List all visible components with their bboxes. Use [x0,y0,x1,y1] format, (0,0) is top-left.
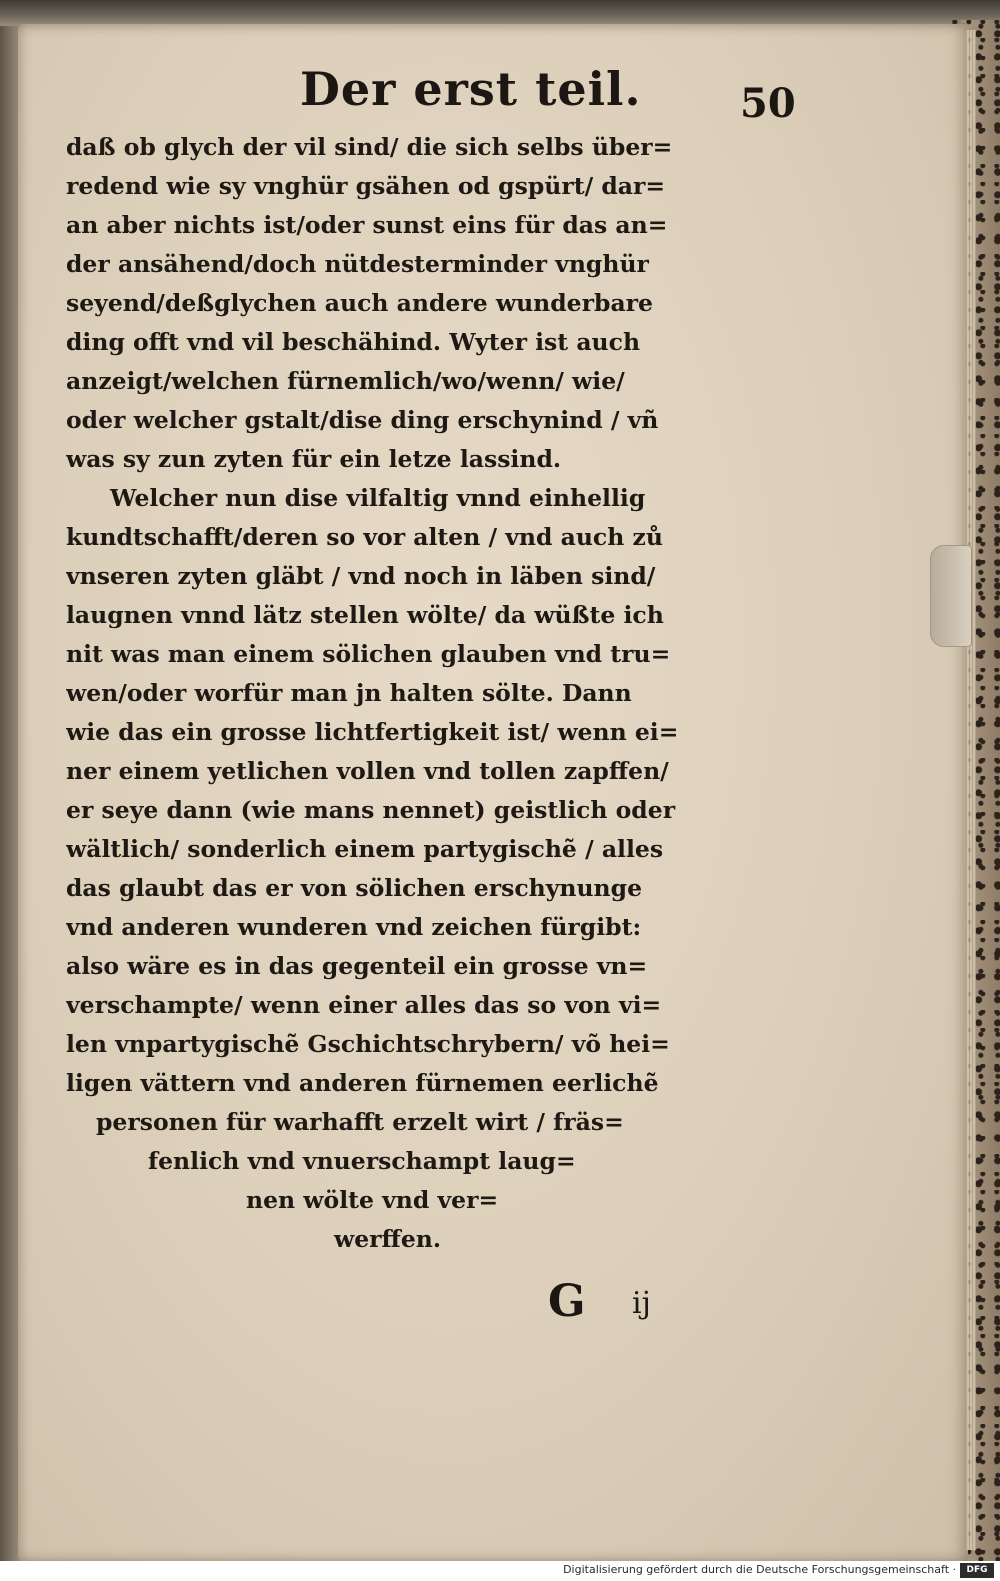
text-line: seyend/deßglychen auch andere wunderbare [66,289,654,317]
text-line: also wäre es in das gegenteil ein grosse vn= [66,952,648,980]
text-line: ding offt vnd vil beschähind. Wyter ist auch [66,328,641,356]
text-line: verschampte/ wenn einer alles das so von vi= [66,991,662,1019]
page-clip [930,545,972,647]
text-line: nen wölte vnd ver= [246,1186,499,1214]
footer-credit: Digitalisierung gefördert durch die Deutsche Forschungsgemeinschaft · [563,1563,956,1576]
text-line: an aber nichts ist/oder sunst eins für das an= [66,211,668,239]
text-line: wie das ein grosse lichtfertigkeit ist/ wenn ei= [66,718,679,746]
body-text [66,128,766,1259]
folio-number: 50 [740,80,796,127]
text-line: er seye dann (wie mans nennet) geistlich oder [66,796,676,824]
book-top-edge [0,0,1000,26]
catchword: G [548,1276,586,1327]
text-line: laugnen vnnd lätz stellen wölte/ da wüßte ich [66,601,664,629]
footer-bar [0,1561,1000,1581]
text-line: fenlich vnd vnuerschampt laug= [148,1147,576,1175]
text-line: Welcher nun dise vilfaltig vnnd einhellig [110,484,646,512]
text-line: len vnpartygischẽ Gschichtschrybern/ võ hei= [66,1030,670,1058]
text-line: ner einem yetlichen vollen vnd tollen zapffen/ [66,757,669,785]
text-line: das glaubt das er von sölichen erschynunge [66,874,643,902]
text-line: oder welcher gstalt/dise ding erschynind / vñ [66,406,659,434]
running-head: Der erst teil. [300,62,642,116]
signature-mark: ij [632,1286,651,1321]
text-line: der ansähend/doch nütdesterminder vnghür [66,250,649,278]
page-edges [966,30,976,1550]
text-line: daß ob glych der vil sind/ die sich selbs über= [66,133,673,161]
text-line: vnd anderen wunderen vnd zeichen fürgibt: [66,913,642,941]
text-line: wältlich/ sonderlich einem partygischẽ / alles [66,835,664,863]
text-line: kundtschafft/deren so vor alten / vnd auch zů [66,523,663,551]
text-line: werffen. [334,1225,442,1253]
text-line: nit was man einem sölichen glauben vnd tru= [66,640,671,668]
text-line: personen für warhafft erzelt wirt / fräs= [96,1108,624,1136]
text-line: redend wie sy vnghür gsähen od gspürt/ dar= [66,172,666,200]
text-line: wen/oder worfür man jn halten sölte. Dann [66,679,632,707]
text-line: was sy zun zyten für ein letze lassind. [66,445,562,473]
text-line: ligen vättern vnd anderen fürnemen eerlichẽ [66,1069,659,1097]
text-line: vnseren zyten gläbt / vnd noch in läben sind/ [66,562,656,590]
text-line: anzeigt/welchen fürnemlich/wo/wenn/ wie/ [66,367,625,395]
dfg-logo: DFG [960,1563,994,1578]
